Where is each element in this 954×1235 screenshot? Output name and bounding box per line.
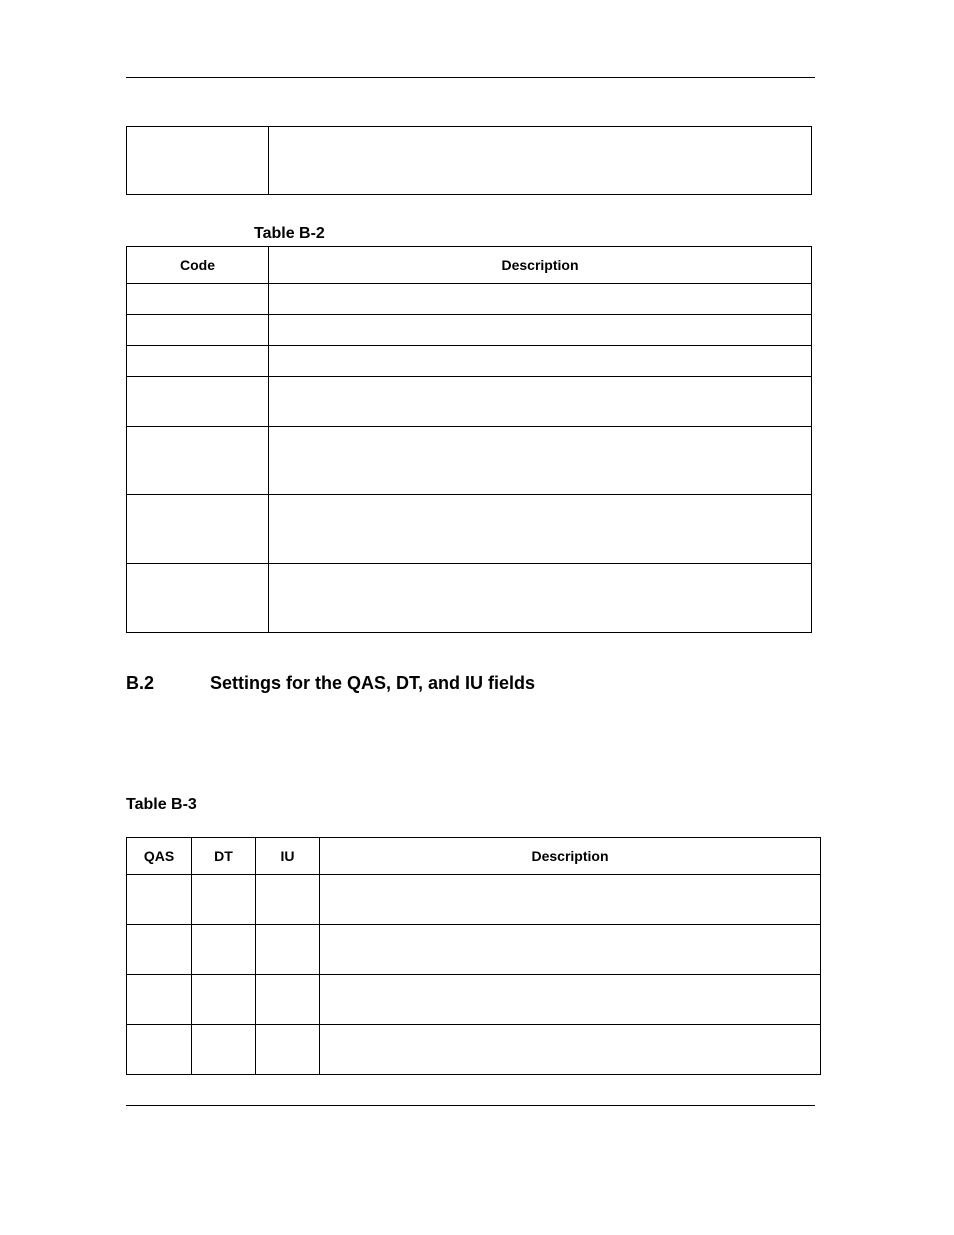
column-header-qas: QAS bbox=[127, 838, 192, 875]
iu-cell bbox=[256, 925, 320, 975]
table-row bbox=[127, 377, 812, 427]
dt-cell bbox=[192, 975, 256, 1025]
dt-cell bbox=[192, 1025, 256, 1075]
description-cell bbox=[269, 427, 812, 495]
table-row bbox=[127, 315, 812, 346]
header-rule bbox=[126, 77, 815, 78]
table-row bbox=[127, 346, 812, 377]
section-title: Settings for the QAS, DT, and IU fields bbox=[210, 673, 536, 693]
iu-cell bbox=[256, 875, 320, 925]
qas-cell bbox=[127, 975, 192, 1025]
description-cell bbox=[320, 925, 821, 975]
section-number: B.2 bbox=[126, 673, 155, 693]
description-cell bbox=[269, 315, 812, 346]
description-cell bbox=[320, 1025, 821, 1075]
column-header-dt: DT bbox=[192, 838, 256, 875]
table-b2-caption: Table B-2 bbox=[254, 225, 325, 242]
table-row bbox=[127, 975, 821, 1025]
code-cell bbox=[127, 564, 269, 633]
description-cell bbox=[269, 564, 812, 633]
qas-cell bbox=[127, 1025, 192, 1075]
code-cell bbox=[127, 495, 269, 564]
table-b3-caption: Table B-3 bbox=[126, 796, 197, 813]
table-row bbox=[127, 284, 812, 315]
code-cell bbox=[127, 284, 269, 315]
table-row bbox=[127, 564, 812, 633]
table-cell bbox=[269, 127, 812, 195]
dt-cell bbox=[192, 925, 256, 975]
code-cell bbox=[127, 377, 269, 427]
continued-table bbox=[126, 126, 812, 195]
table-row bbox=[127, 427, 812, 495]
qas-cell bbox=[127, 925, 192, 975]
table-header-row bbox=[127, 247, 812, 284]
description-cell bbox=[320, 875, 821, 925]
table-cell bbox=[127, 127, 269, 195]
table-row bbox=[127, 127, 812, 195]
table-header-row bbox=[127, 838, 821, 875]
table-row bbox=[127, 495, 812, 564]
description-cell bbox=[269, 377, 812, 427]
description-cell bbox=[269, 495, 812, 564]
iu-cell bbox=[256, 975, 320, 1025]
code-cell bbox=[127, 427, 269, 495]
footer-rule bbox=[126, 1105, 815, 1106]
dt-cell bbox=[192, 875, 256, 925]
table-row bbox=[127, 1025, 821, 1075]
table-row bbox=[127, 875, 821, 925]
table-b3 bbox=[126, 837, 821, 1075]
description-cell bbox=[269, 346, 812, 377]
iu-cell bbox=[256, 1025, 320, 1075]
column-header-description: Description bbox=[269, 247, 812, 284]
column-header-description: Description bbox=[320, 838, 821, 875]
table-b2 bbox=[126, 246, 812, 633]
table-row bbox=[127, 925, 821, 975]
section-heading bbox=[126, 673, 535, 694]
code-cell bbox=[127, 346, 269, 377]
column-header-code: Code bbox=[127, 247, 269, 284]
column-header-iu: IU bbox=[256, 838, 320, 875]
description-cell bbox=[269, 284, 812, 315]
code-cell bbox=[127, 315, 269, 346]
qas-cell bbox=[127, 875, 192, 925]
description-cell bbox=[320, 975, 821, 1025]
